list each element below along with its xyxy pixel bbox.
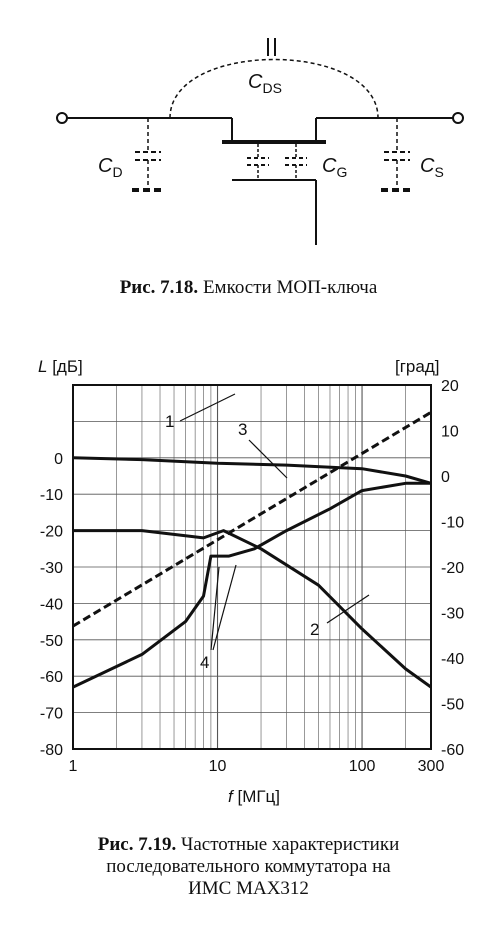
y-left-tick-label: -80	[39, 742, 63, 759]
label-cds: $C_{DS}$	[248, 71, 282, 96]
caption-text: Емкости МОП-ключа	[202, 277, 378, 298]
chart-series	[73, 412, 431, 687]
y-left-tick-label: -40	[39, 596, 63, 614]
x-tick-label: 1	[68, 758, 78, 775]
frequency-response-chart	[0, 345, 497, 810]
x-tick-label: 300	[417, 758, 445, 775]
y-left-tick-label: -70	[39, 705, 63, 723]
annotation-1	[165, 394, 235, 431]
chart-ticks	[40, 378, 464, 775]
y-right-tick-label: 10	[441, 423, 459, 441]
y-left-tick-label: -10	[39, 487, 63, 505]
label-cd: $C_D$	[98, 155, 123, 180]
y-left-tick-label: -50	[39, 632, 63, 650]
x-axis-label: f [МГц]	[228, 787, 281, 806]
figure-7-18-caption	[0, 277, 497, 299]
figure-7-19-caption	[0, 834, 497, 900]
y-right-tick-label: 0	[441, 469, 450, 486]
y-right-tick-label: -20	[441, 560, 465, 577]
series-line-2	[73, 531, 431, 688]
input-terminal	[57, 113, 67, 123]
y-right-tick-label: -10	[441, 514, 465, 532]
annotation-3-label: 3	[238, 420, 248, 439]
y-left-tick-label: -60	[39, 669, 63, 687]
caption-line-2: последовательного коммутатора на	[106, 856, 391, 877]
y-left-tick-label: 0	[54, 450, 63, 468]
output-terminal	[453, 113, 463, 123]
series-line-4	[73, 483, 431, 687]
caption-line-3: ИМС MAX312	[188, 878, 309, 899]
annotation-3	[238, 420, 287, 478]
y-left-tick-label: -20	[39, 523, 63, 541]
mos-switch-diagram	[0, 0, 497, 260]
y-right-tick-label: -40	[441, 651, 465, 668]
y-right-axis-label: [град]	[395, 357, 440, 376]
annotation-2-label: 2	[310, 620, 320, 639]
caption-number: Рис. 7.18.	[119, 277, 199, 298]
caption-number-2: Рис. 7.19.	[97, 834, 177, 855]
annotation-1-label: 1	[165, 412, 175, 431]
caption-line-1	[0, 834, 497, 856]
caption-line-1-text: Частотные характеристики	[181, 834, 400, 855]
series-line-1	[73, 458, 431, 484]
label-cg: $C_G$	[322, 155, 348, 180]
y-right-tick-label: -30	[441, 605, 465, 623]
y-left-axis-label: L [дБ]	[38, 357, 83, 376]
label-cs: $C_S$	[420, 155, 444, 180]
chart-grid	[73, 385, 431, 749]
x-tick-label: 10	[208, 758, 227, 775]
y-right-tick-label: -50	[441, 696, 465, 714]
x-tick-label: 100	[348, 758, 376, 775]
series-line-3	[73, 412, 431, 626]
annotation-4-label: 4	[200, 653, 210, 672]
y-right-tick-label: -60	[441, 742, 465, 759]
y-left-tick-label: -30	[39, 560, 63, 577]
y-right-tick-label: 20	[441, 378, 459, 395]
